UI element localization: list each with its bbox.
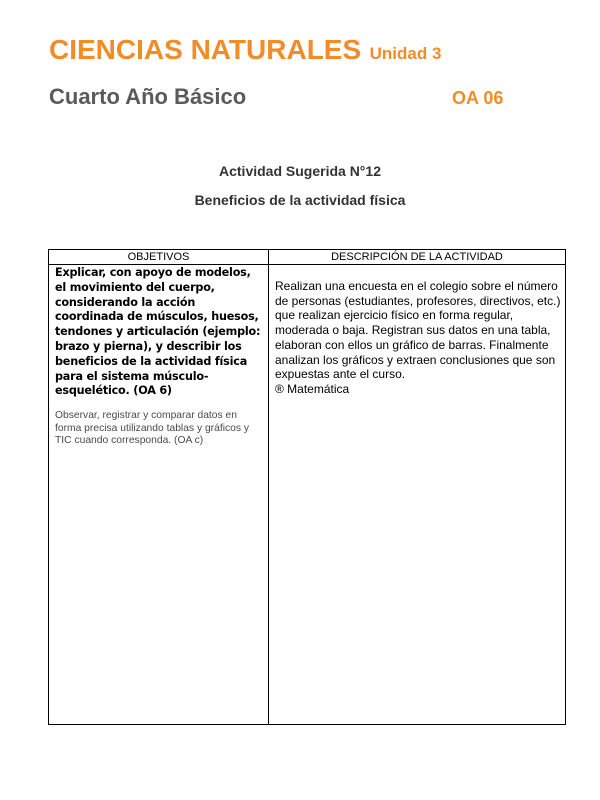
activity-table xyxy=(48,249,566,725)
objectives-cell xyxy=(55,266,265,448)
subject-link: ® Matemática xyxy=(275,381,350,396)
column-divider xyxy=(268,250,269,724)
activity-title: Beneficios de la actividad física xyxy=(194,192,406,208)
objectives-header: OBJETIVOS xyxy=(127,251,190,263)
activity-number: Actividad Sugerida N°12 xyxy=(219,163,381,179)
subject-name: CIENCIAS NATURALES xyxy=(49,34,362,65)
table-header-row xyxy=(49,250,565,265)
description-cell xyxy=(275,279,563,397)
oa-code: OA 06 xyxy=(452,88,504,108)
activity-description: Realizan una encuesta en el colegio sobre el número de personas (estudiantes, profesores, directivos, etc.) que realizan ejercicio físico en forma regular, moderada o baja. Registran sus datos en una tabla, elaboran con ellos un gráfico de barras. Finalmente analizan los gráficos y extraen conclusiones que son expuestas ante el curso. xyxy=(275,279,561,382)
objective-main: Explicar, con apoyo de modelos, el movimiento del cuerpo, considerando la acción coordinada de músculos, huesos, tendones y articulación (ejemplo: brazo y pierna), y describir los beneficios de la actividad física para el sistema músculo-esquelético. (OA 6) xyxy=(55,266,261,398)
unit-label: Unidad 3 xyxy=(369,44,442,63)
grade-title: Cuarto Año Básico xyxy=(49,84,247,109)
description-header: DESCRIPCIÓN DE LA ACTIVIDAD xyxy=(331,251,503,263)
subject-title xyxy=(49,36,441,64)
objective-secondary: Observar, registrar y comparar datos en forma precisa utilizando tablas y gráficos y TIC cuando corresponda. (OA c) xyxy=(55,410,250,447)
